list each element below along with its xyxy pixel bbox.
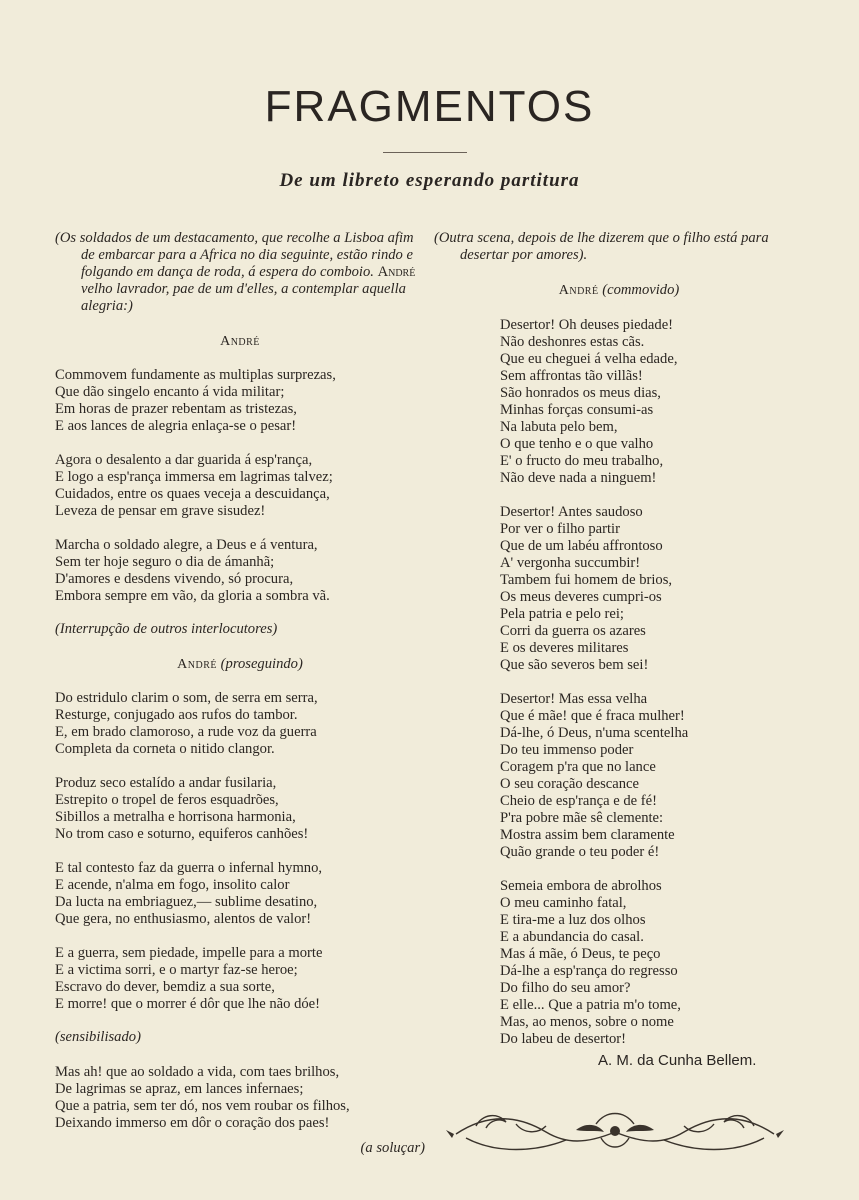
verse-line: Mas ah! que ao soldado a vida, com taes brilhos, xyxy=(55,1064,340,1080)
subtitle: De um libreto esperando partitura xyxy=(279,170,580,191)
verse-line: Do filho do seu amor? xyxy=(500,980,631,996)
speaker-label xyxy=(55,333,425,350)
title-rule xyxy=(383,152,467,153)
stanza xyxy=(500,317,804,487)
speaker-label-commovido xyxy=(434,282,804,299)
stage-intro-text-end: velho lavrador, pae de um d'elles, a contemplar aquella alegria:) xyxy=(81,281,406,314)
stage-intro-name: André xyxy=(377,264,416,280)
stage-direction-interruption: (Interrupção de outros interlocutores) xyxy=(55,621,278,637)
stanza xyxy=(55,452,425,520)
author-signature: A. M. da Cunha Bellem. xyxy=(598,1052,757,1069)
verse-line: Commovem fundamente as multiplas surprezas, xyxy=(55,367,336,383)
verse-line: O seu coração descance xyxy=(500,776,639,792)
stanza xyxy=(55,860,425,928)
verse-line: Do labeu de desertor! xyxy=(500,1031,627,1047)
right-column xyxy=(434,230,804,1048)
verse-line: Embora sempre em vão, da gloria a sombra vã. xyxy=(55,588,330,604)
verse-block xyxy=(55,367,425,605)
verse-line: No trom caso e soturno, equiferos canhões! xyxy=(55,826,309,842)
verse-line: Que gera, no enthusiasmo, alentos de valor! xyxy=(55,911,312,927)
verse-line: E a abundancia do casal. xyxy=(500,929,644,945)
verse-line: Não deve nada a ninguem! xyxy=(500,470,657,486)
verse-block xyxy=(55,690,425,1013)
speaker-name: André xyxy=(220,334,260,349)
verse-line: E os deveres militares xyxy=(500,640,629,656)
verse-line: O meu caminho fatal, xyxy=(500,895,627,911)
left-column xyxy=(55,230,425,1157)
verse-block xyxy=(434,317,804,1048)
verse-line: Resturge, conjugado aos rufos do tambor. xyxy=(55,707,298,723)
verse-line: Do estridulo clarim o som, de serra em serra, xyxy=(55,690,318,706)
verse-line: Cuidados, entre os quaes veceja a descuidança, xyxy=(55,486,330,502)
verse-line: Que de um labéu affrontoso xyxy=(500,538,663,554)
stanza xyxy=(55,1064,425,1132)
verse-line: De lagrimas se apraz, em lances infernaes; xyxy=(55,1081,304,1097)
stanza xyxy=(500,878,804,1048)
page-title: FRAGMENTOS xyxy=(264,82,595,131)
stanza xyxy=(55,690,425,758)
verse-line: Corri da guerra os azares xyxy=(500,623,646,639)
stage-direction-solucar: (a soluçar) xyxy=(360,1140,425,1156)
stanza xyxy=(500,691,804,861)
verse-line: E, em brado clamoroso, a rude voz da guerra xyxy=(55,724,317,740)
verse-line: Escravo do dever, bemdiz a sua sorte, xyxy=(55,979,275,995)
speaker-name: André xyxy=(558,283,599,298)
verse-line: Semeia embora de abrolhos xyxy=(500,878,662,894)
verse-line: D'amores e desdens vivendo, só procura, xyxy=(55,571,294,587)
verse-line: Minhas forças consumi-as xyxy=(500,402,654,418)
verse-line: Do teu immenso poder xyxy=(500,742,634,758)
verse-line: Mas, ao menos, sobre o nome xyxy=(500,1014,674,1030)
verse-line: E' o fructo do meu trabalho, xyxy=(500,453,664,469)
verse-line: Marcha o soldado alegre, a Deus e á ventura, xyxy=(55,537,318,553)
verse-line: E a guerra, sem piedade, impelle para a morte xyxy=(55,945,323,961)
verse-line: E tal contesto faz da guerra o infernal hymno, xyxy=(55,860,323,876)
verse-line: O que tenho e o que valho xyxy=(500,436,654,452)
verse-line: E logo a esp'rança immersa em lagrimas talvez; xyxy=(55,469,333,485)
stanza xyxy=(55,537,425,605)
speaker-note: (proseguindo) xyxy=(220,656,303,672)
verse-line: Desertor! Oh deuses piedade! xyxy=(500,317,674,333)
verse-line: Coragem p'ra que no lance xyxy=(500,759,656,775)
verse-line: Dá-lhe, ó Deus, n'uma scentelha xyxy=(500,725,689,741)
verse-line: Produz seco estalído a andar fusilaria, xyxy=(55,775,277,791)
verse-line: Cheio de esp'rança e de fé! xyxy=(500,793,657,809)
verse-line: Mas á mãe, ó Deus, te peço xyxy=(500,946,661,962)
verse-line: São honrados os meus dias, xyxy=(500,385,661,401)
stage-intro-text: (Os soldados de um destacamento, que recolhe a Lisboa afim de embarcar para a Africa no dia seguinte, estão rindo e folgando em dança de roda, á espera do comboio. xyxy=(55,230,414,280)
verse-line: Desertor! Mas essa velha xyxy=(500,691,648,707)
verse-line: P'ra pobre mãe sê clemente: xyxy=(500,810,664,826)
stage-direction-intro xyxy=(55,230,425,315)
verse-line: E a victima sorri, e o martyr faz-se heroe; xyxy=(55,962,298,978)
verse-line: Quão grande o teu poder é! xyxy=(500,844,660,860)
speaker-label-proseguindo xyxy=(55,656,425,673)
verse-line: E tira-me a luz dos olhos xyxy=(500,912,646,928)
verse-line: Deixando immerso em dôr o coração dos paes! xyxy=(55,1115,330,1131)
verse-line: Não deshonres estas cãs. xyxy=(500,334,645,350)
verse-line: Dá-lhe a esp'rança do regresso xyxy=(500,963,678,979)
verse-line: Em horas de prazer rebentam as tristezas, xyxy=(55,401,297,417)
verse-line: Completa da corneta o nitido clangor. xyxy=(55,741,275,757)
verse-line: Mostra assim bem claramente xyxy=(500,827,675,843)
verse-line: Desertor! Antes saudoso xyxy=(500,504,643,520)
verse-line: Pela patria e pelo rei; xyxy=(500,606,624,622)
verse-line: E morre! que o morrer é dôr que lhe não dóe! xyxy=(55,996,321,1012)
verse-line: Os meus deveres cumpri-os xyxy=(500,589,662,605)
verse-line: A' vergonha succumbir! xyxy=(500,555,641,571)
stanza xyxy=(55,367,425,435)
speaker-note: (commovido) xyxy=(602,282,680,298)
stanza xyxy=(500,504,804,674)
verse-line: Agora o desalento a dar guarida á esp'rança, xyxy=(55,452,313,468)
verse-block xyxy=(55,1064,425,1132)
verse-line: E acende, n'alma em fogo, insolito calor xyxy=(55,877,290,893)
speaker-name: André xyxy=(177,657,218,672)
verse-line: Tambem fui homem de brios, xyxy=(500,572,673,588)
stanza xyxy=(55,945,425,1013)
verse-line: Estrepito o tropel de feros esquadrões, xyxy=(55,792,279,808)
stage-direction-right: (Outra scena, depois de lhe dizerem que o filho está para desertar por amores). xyxy=(434,230,769,263)
verse-line: Que é mãe! que é fraca mulher! xyxy=(500,708,685,724)
verse-line: Da lucta na embriaguez,— sublime desatino, xyxy=(55,894,318,910)
verse-line: Que são severos bem sei! xyxy=(500,657,649,673)
stage-direction-sensibilisado: (sensibilisado) xyxy=(55,1029,141,1045)
verse-line: Na labuta pelo bem, xyxy=(500,419,618,435)
verse-line: Leveza de pensar em grave sisudez! xyxy=(55,503,266,519)
verse-line: Sem affrontas tão villãs! xyxy=(500,368,643,384)
stanza xyxy=(55,775,425,843)
verse-line: E aos lances de alegria enlaça-se o pesar! xyxy=(55,418,297,434)
verse-line: Que a patria, sem ter dó, nos vem roubar os filhos, xyxy=(55,1098,350,1114)
verse-line: Sem ter hoje seguro o dia de ámanhã; xyxy=(55,554,275,570)
verse-line: Por ver o filho partir xyxy=(500,521,620,537)
verse-line: Sibillos a metralha e horrisona harmonia, xyxy=(55,809,296,825)
verse-line: Que eu cheguei á velha edade, xyxy=(500,351,678,367)
floral-ornament-icon xyxy=(446,1104,784,1158)
verse-line: Que dão singelo encanto á vida militar; xyxy=(55,384,285,400)
verse-line: E elle... Que a patria m'o tome, xyxy=(500,997,681,1013)
